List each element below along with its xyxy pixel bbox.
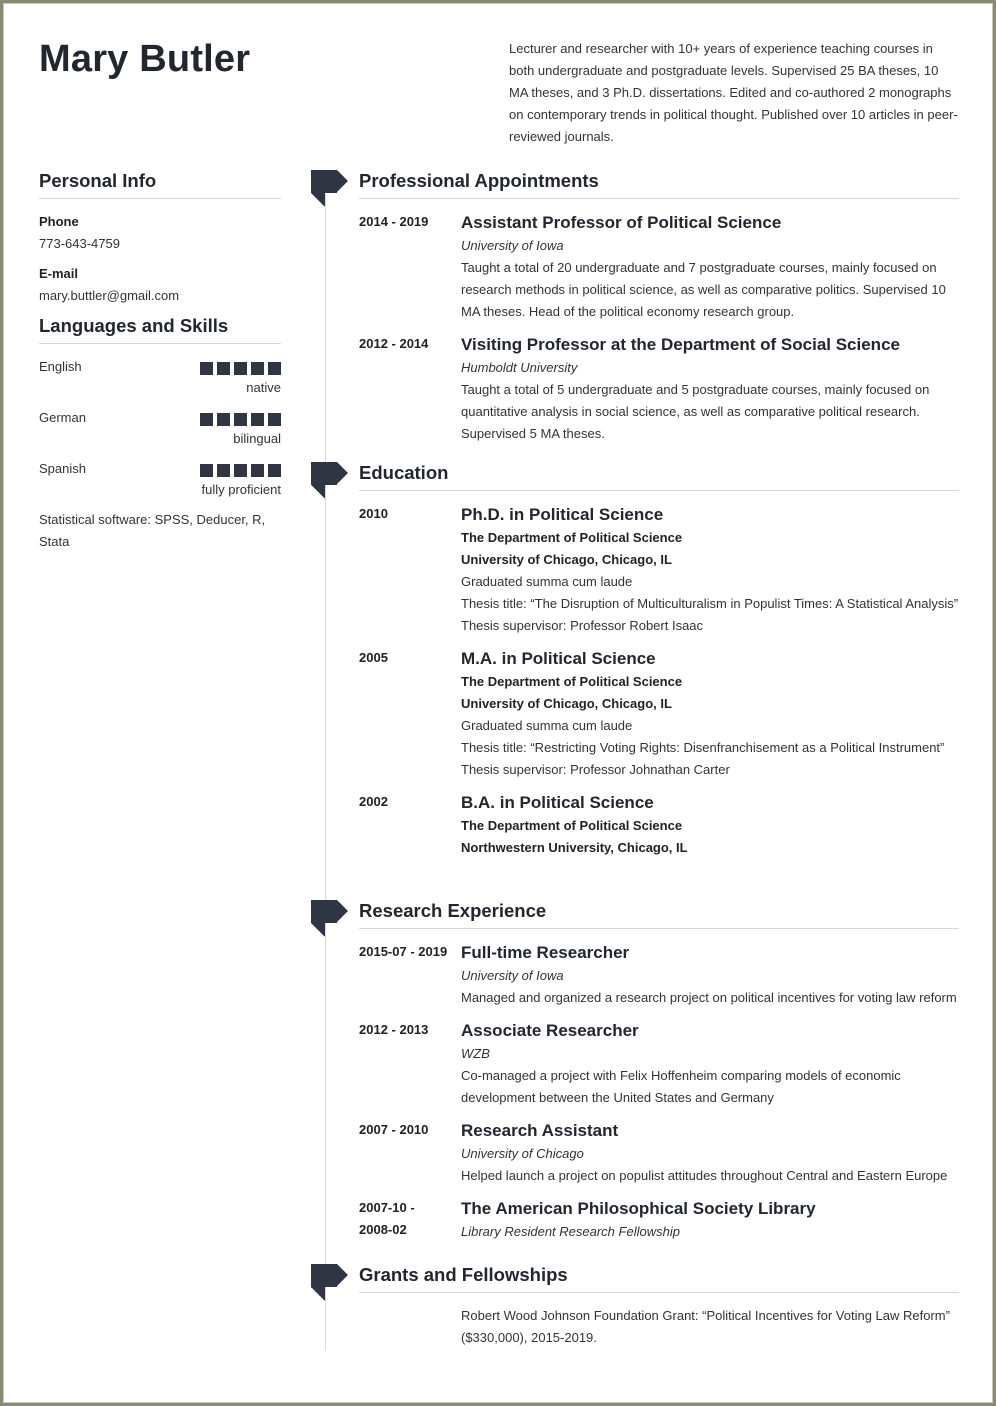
language-rating [200,413,281,426]
entry-title: The American Philosophical Society Library [461,1199,816,1218]
research-entry [359,1197,959,1243]
grants-section [359,1264,959,1359]
entry-date: 2007-10 - 2008-02 [359,1200,415,1237]
entry-department: The Department of Political Science [461,530,683,545]
entry-department: The Department of Political Science [461,674,683,689]
entry-thesis: Thesis title: “Restricting Voting Rights: Disenfranchisement as a Political Instrument” [461,740,945,755]
left-column [39,170,281,553]
entry-title: Full-time Researcher [461,943,630,962]
research-heading: Research Experience [359,900,959,929]
entry-description: Taught a total of 20 undergraduate and 7 postgraduate courses, mainly focused on research methods in political science, as well as comparative politics. Supervised 10 MA theses. Head of the political economy research group. [461,260,946,319]
language-level: native [246,380,281,395]
phone-value: 773-643-4759 [39,236,120,251]
entry-organization: Humboldt University [461,360,578,375]
entry-title: Visiting Professor at the Department of Social Science [461,335,900,354]
rating-square-icon [217,464,230,477]
language-name: Spanish [39,461,86,476]
grant-entry [359,1305,959,1349]
rating-square-icon [251,362,264,375]
grants-heading: Grants and Fellowships [359,1264,959,1293]
entry-title: Ph.D. in Political Science [461,505,664,524]
grant-description: Robert Wood Johnson Foundation Grant: “Political Incentives for Voting Law Reform” ($330,000), 2015-2019. [461,1308,950,1345]
rating-square-icon [217,413,230,426]
entry-school: Northwestern University, Chicago, IL [461,840,688,855]
entry-description: Co-managed a project with Felix Hoffenheim comparing models of economic development between the United States and Germany [461,1068,901,1105]
entry-date: 2002 [359,794,388,809]
rating-square-icon [234,464,247,477]
language-item [39,458,281,509]
research-section [359,900,959,1253]
education-entry [359,647,959,781]
education-entry [359,791,959,859]
appointment-entry [359,333,959,445]
rating-square-icon [268,362,281,375]
entry-description: Helped launch a project on populist attitudes throughout Central and Eastern Europe [461,1168,948,1183]
research-entry [359,1019,959,1109]
rating-square-icon [217,362,230,375]
rating-square-icon [268,464,281,477]
email-value: mary.buttler@gmail.com [39,288,180,303]
entry-date: 2005 [359,650,388,665]
entry-date: 2015-07 - 2019 [359,944,448,959]
entry-supervisor: Thesis supervisor: Professor Johnathan Carter [461,762,730,777]
entry-honors: Graduated summa cum laude [461,574,633,589]
skills-note: Statistical software: SPSS, Deducer, R, Stata [39,512,266,549]
entry-organization: University of Iowa [461,968,564,983]
rating-square-icon [251,464,264,477]
entry-thesis: Thesis title: “The Disruption of Multiculturalism in Populist Times: A Statistical Analysis” [461,596,959,611]
appointments-section [359,170,959,455]
appointments-heading: Professional Appointments [359,170,959,199]
section-flag-icon [311,1264,347,1304]
language-rating [200,362,281,375]
section-flag-icon [311,170,347,210]
email-label: E-mail [39,266,79,281]
rating-square-icon [234,413,247,426]
rating-square-icon [268,413,281,426]
entry-department: The Department of Political Science [461,818,683,833]
entry-title: Assistant Professor of Political Science [461,213,782,232]
language-item [39,407,281,458]
entry-title: B.A. in Political Science [461,793,654,812]
entry-date: 2014 - 2019 [359,214,429,229]
education-section [359,462,959,869]
entry-school: University of Chicago, Chicago, IL [461,552,672,567]
entry-supervisor: Thesis supervisor: Professor Robert Isaac [461,618,704,633]
appointment-entry [359,211,959,323]
education-entry [359,503,959,637]
language-level: fully proficient [201,482,281,497]
language-rating [200,464,281,477]
rating-square-icon [200,362,213,375]
research-entry [359,1119,959,1187]
rating-square-icon [200,464,213,477]
rating-square-icon [234,362,247,375]
entry-organization: WZB [461,1046,490,1061]
resume-page [3,3,993,1403]
education-heading: Education [359,462,959,491]
timeline-line [325,194,326,1350]
rating-square-icon [200,413,213,426]
rating-square-icon [251,413,264,426]
profile-summary: Lecturer and researcher with 10+ years of experience teaching courses in both undergraduate and postgraduate levels. Supervised 25 BA theses, 10 MA theses, and 3 Ph.D. dissertations. Edited and co-authored 2 monographs on contemporary trends in political thought. Published over 10 articles in peer-reviewed journals. [509,41,958,144]
section-flag-icon [311,462,347,502]
research-entry [359,941,959,1009]
entry-title: M.A. in Political Science [461,649,656,668]
section-flag-icon [311,900,347,940]
languages-skills-heading: Languages and Skills [39,315,281,344]
language-level: bilingual [233,431,281,446]
entry-date: 2012 - 2013 [359,1022,429,1037]
entry-title: Research Assistant [461,1121,619,1140]
entry-description: Managed and organized a research project on political incentives for voting law reform [461,990,957,1005]
entry-honors: Graduated summa cum laude [461,718,633,733]
entry-title: Associate Researcher [461,1021,639,1040]
personal-info-heading: Personal Info [39,170,281,199]
entry-date: 2007 - 2010 [359,1122,429,1137]
entry-organization: University of Chicago [461,1146,584,1161]
language-item [39,356,281,407]
candidate-name: Mary Butler [39,38,251,80]
language-name: German [39,410,86,425]
entry-organization: Library Resident Research Fellowship [461,1224,680,1239]
entry-date: 2012 - 2014 [359,336,429,351]
entry-description: Taught a total of 5 undergraduate and 5 postgraduate courses, mainly focused on quantitative analysis in social science, as well as comparative political research. Supervised 5 MA theses. [461,382,930,441]
entry-organization: University of Iowa [461,238,564,253]
entry-date: 2010 [359,506,388,521]
phone-label: Phone [39,214,79,229]
language-name: English [39,359,82,374]
entry-school: University of Chicago, Chicago, IL [461,696,672,711]
